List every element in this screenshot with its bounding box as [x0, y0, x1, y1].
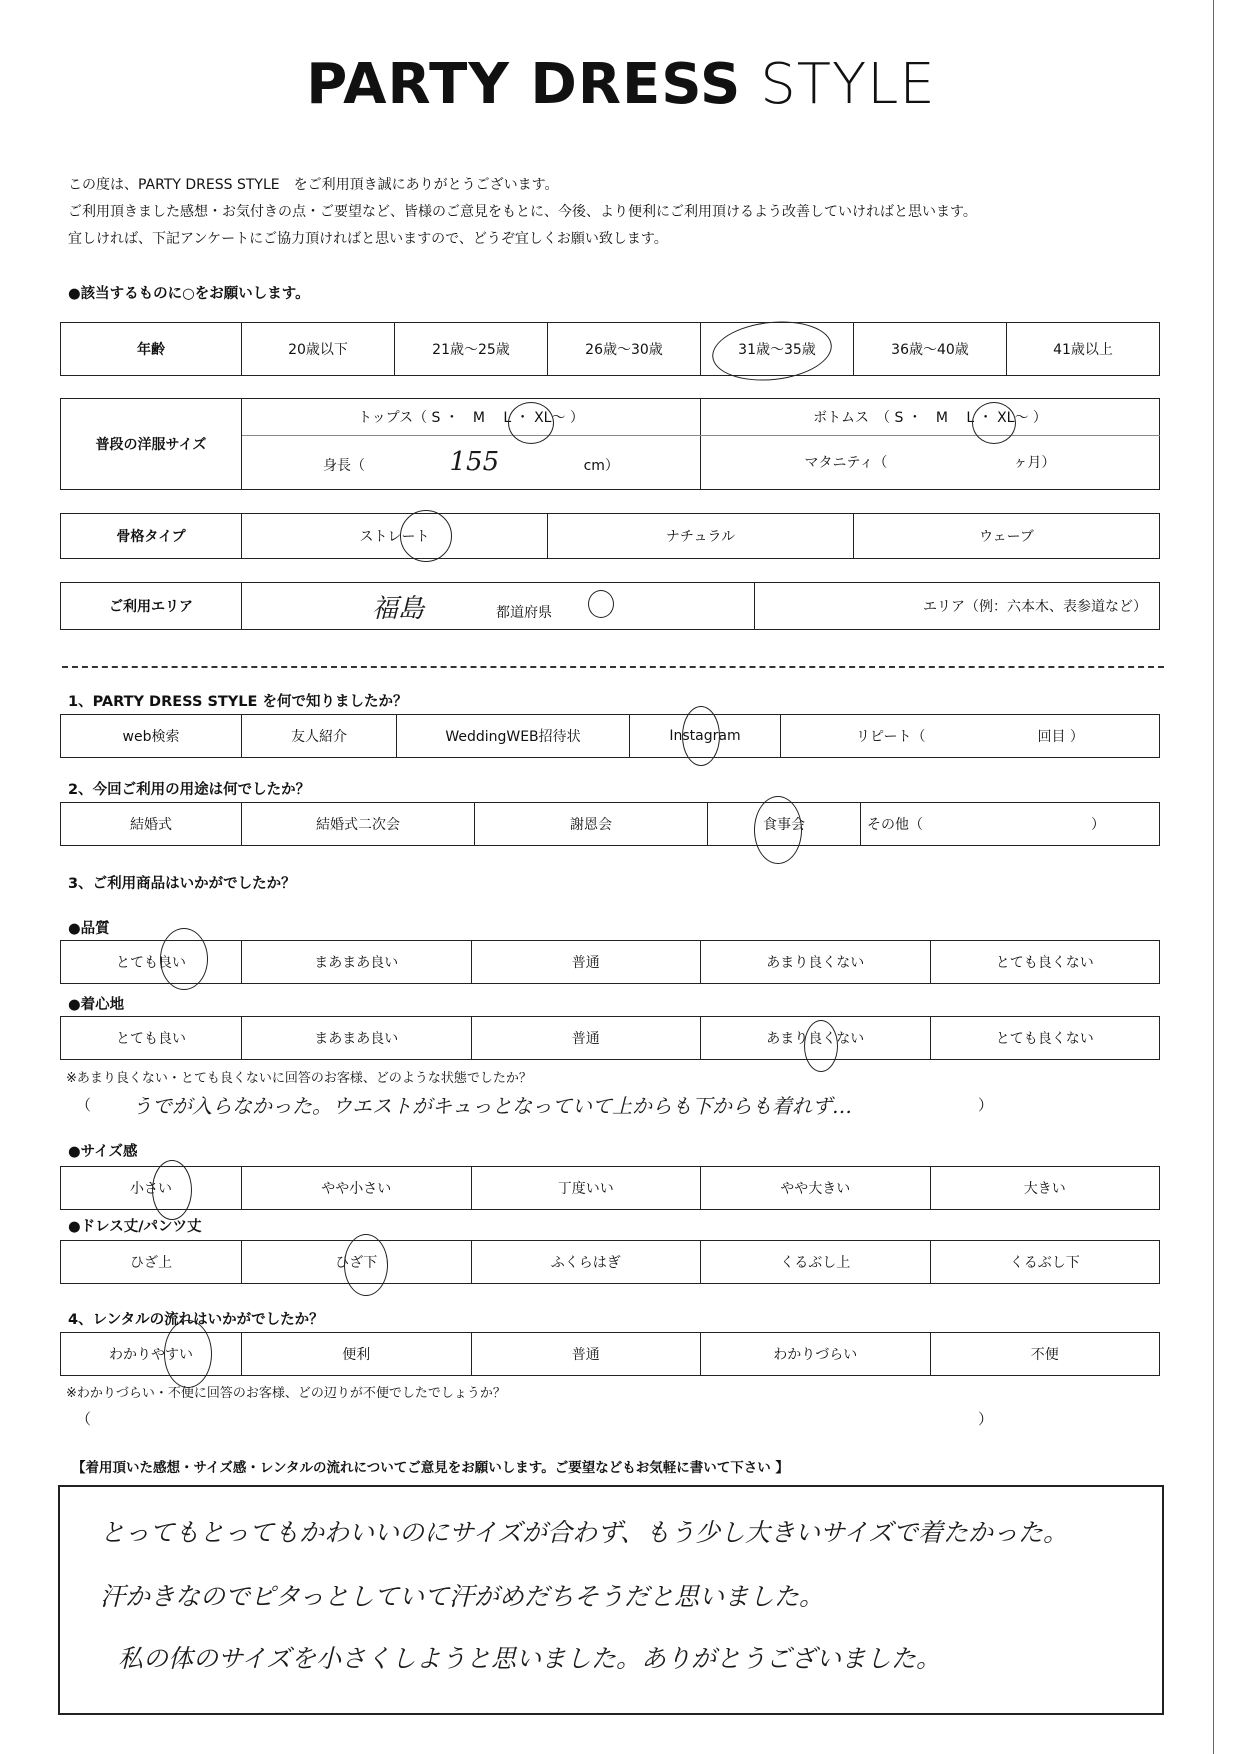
prefecture-value: 福島: [372, 593, 425, 624]
age-label: 年齢: [61, 323, 242, 376]
q1-title: 1、PARTY DRESS STYLE を何で知りましたか？: [68, 694, 408, 710]
height-value: 155: [449, 447, 500, 478]
q4-option[interactable]: 不便: [930, 1333, 1160, 1376]
section-divider: [62, 666, 1164, 668]
fit-option[interactable]: やや小さい: [242, 1167, 472, 1210]
open-paren: （: [76, 1096, 92, 1114]
quality-option[interactable]: 普通: [471, 941, 701, 984]
selection-circle-bottoms: [972, 402, 1016, 444]
q1-option[interactable]: WeddingWEB招待状: [397, 715, 630, 758]
area-hint[interactable]: エリア（例：六本木、表参道など）: [755, 583, 1160, 630]
fit-table: [60, 1166, 1160, 1210]
q2-option[interactable]: 結婚式二次会: [242, 803, 475, 846]
profile-heading: ●該当するものに○をお願いします。: [68, 286, 310, 302]
feedback-line: 汗かきなのでピタっとしていて汗がめだちそうだと思いました。: [100, 1582, 825, 1611]
comfort-answer: うでが入らなかった。ウエストがキュっとなっていて上からも下からも着れず…: [132, 1094, 852, 1118]
quality-option[interactable]: とても良い: [61, 941, 242, 984]
comfort-label: ●着心地: [68, 997, 125, 1013]
selection-circle-q1: [682, 706, 720, 766]
length-option[interactable]: ひざ下: [242, 1241, 472, 1284]
comfort-note: ※あまり良くない・とても良くないに回答のお客様、どのような状態でしたか？: [66, 1071, 532, 1086]
comfort-option[interactable]: あまり良くない: [701, 1017, 931, 1060]
intro-text: [68, 172, 977, 253]
fit-option[interactable]: 大きい: [930, 1167, 1160, 1210]
area-label: ご利用エリア: [61, 583, 242, 630]
frame-table: [60, 513, 1160, 559]
age-table: [60, 322, 1160, 376]
quality-table: [60, 940, 1160, 984]
selection-circle-prefecture: [588, 590, 614, 618]
maternity-field[interactable]: マタニティ（ ヶ月）: [701, 435, 1160, 489]
age-option[interactable]: 31歳～35歳: [701, 323, 854, 376]
intro-line: この度は、PARTY DRESS STYLE をご利用頂き誠にありがとうございます。: [68, 177, 559, 193]
comfort-option[interactable]: とても良い: [61, 1017, 242, 1060]
length-label: ●ドレス丈/パンツ丈: [68, 1219, 202, 1235]
open-paren: （: [76, 1410, 92, 1428]
fit-option[interactable]: やや大きい: [701, 1167, 931, 1210]
height-suffix: cm）: [583, 458, 619, 475]
feedback-line: とってもとってもかわいいのにサイズが合わず、もう少し大きいサイズで着たかった。: [100, 1518, 1069, 1547]
quality-option[interactable]: とても良くない: [930, 941, 1160, 984]
frame-option[interactable]: ストレート: [242, 514, 548, 559]
q4-option[interactable]: 普通: [471, 1333, 701, 1376]
comfort-table: [60, 1016, 1160, 1060]
selection-circle-comfort: [804, 1020, 838, 1072]
quality-option[interactable]: あまり良くない: [701, 941, 931, 984]
selection-circle-frame: [400, 510, 452, 562]
age-option[interactable]: 26歳～30歳: [548, 323, 701, 376]
age-option[interactable]: 41歳以上: [1007, 323, 1160, 376]
q2-option[interactable]: 結婚式: [61, 803, 242, 846]
frame-option[interactable]: ウェーブ: [854, 514, 1160, 559]
length-option[interactable]: ひざ上: [61, 1241, 242, 1284]
q4-option[interactable]: 便利: [242, 1333, 472, 1376]
feedback-line: 私の体のサイズを小さくしようと思いました。ありがとうございました。: [118, 1644, 942, 1673]
q2-option[interactable]: その他（ ）: [861, 803, 1160, 846]
q2-title: 2、今回ご利用の用途は何でしたか？: [68, 782, 311, 798]
age-option[interactable]: 20歳以下: [242, 323, 395, 376]
feedback-title: 【着用頂いた感想・サイズ感・レンタルの流れについてご意見をお願いします。ご要望などもお気軽に書いて下さい 】: [72, 1460, 789, 1476]
q1-option[interactable]: リピート（ 回目 ）: [781, 715, 1160, 758]
feedback-box[interactable]: [58, 1485, 1164, 1715]
q4-table: [60, 1332, 1160, 1376]
selection-circle-quality: [160, 928, 208, 990]
q1-table: [60, 714, 1160, 758]
q4-option[interactable]: わかりやすい: [61, 1333, 242, 1376]
length-option[interactable]: くるぶし上: [701, 1241, 931, 1284]
prefecture-field[interactable]: [242, 583, 755, 630]
age-option[interactable]: 21歳～25歳: [395, 323, 548, 376]
prefecture-suffix: 都道府県: [496, 604, 553, 621]
selection-circle-fit: [152, 1160, 192, 1220]
quality-label: ●品質: [68, 921, 110, 937]
fit-label: ●サイズ感: [68, 1144, 138, 1160]
selection-circle-tops: [508, 402, 554, 444]
q1-option[interactable]: Instagram: [630, 715, 781, 758]
q4-note: ※わかりづらい・不便に回答のお客様、どの辺りが不便でしたでしょうか？: [66, 1386, 506, 1401]
frame-label: 骨格タイプ: [61, 514, 242, 559]
tops-size[interactable]: トップス（ S ・ M L ・ XL～ ）: [242, 399, 701, 436]
q2-table: [60, 802, 1160, 846]
q3-title: 3、ご利用商品はいかがでしたか？: [68, 876, 296, 892]
q4-title: 4、レンタルの流れはいかがでしたか？: [68, 1312, 324, 1328]
comfort-option[interactable]: 普通: [471, 1017, 701, 1060]
intro-line: ご利用頂きました感想・お気付きの点・ご要望など、皆様のご意見をもとに、今後、より便利にご利用頂けるよう改善していければと思います。: [68, 204, 977, 220]
q1-option[interactable]: web検索: [61, 715, 242, 758]
fit-option[interactable]: 丁度いい: [471, 1167, 701, 1210]
selection-circle-length: [344, 1234, 388, 1296]
q1-option[interactable]: 友人紹介: [242, 715, 397, 758]
q2-option[interactable]: 食事会: [708, 803, 861, 846]
selection-circle-q4: [164, 1320, 212, 1388]
height-field[interactable]: [242, 435, 701, 489]
fit-option[interactable]: 小さい: [61, 1167, 242, 1210]
quality-option[interactable]: まあまあ良い: [242, 941, 472, 984]
age-option[interactable]: 36歳～40歳: [854, 323, 1007, 376]
intro-line: 宜しければ、下記アンケートにご協力頂ければと思いますので、どうぞ宜しくお願い致します。: [68, 231, 668, 247]
length-option[interactable]: ふくらはぎ: [471, 1241, 701, 1284]
length-table: [60, 1240, 1160, 1284]
scan-edge-line: [1213, 0, 1214, 1754]
brand-logo: PARTY DRESS STYLE: [306, 52, 936, 117]
selection-circle-q2: [754, 796, 802, 864]
length-option[interactable]: くるぶし下: [930, 1241, 1160, 1284]
q4-option[interactable]: わかりづらい: [701, 1333, 931, 1376]
frame-option[interactable]: ナチュラル: [548, 514, 854, 559]
height-prefix: 身長（: [323, 458, 366, 475]
close-paren: ）: [978, 1410, 994, 1428]
close-paren: ）: [978, 1096, 994, 1114]
comfort-option[interactable]: とても良くない: [930, 1017, 1160, 1060]
comfort-option[interactable]: まあまあ良い: [242, 1017, 472, 1060]
size-label: 普段の洋服サイズ: [61, 399, 242, 490]
bottoms-size[interactable]: ボトムス （ S ・ M L ・ XL～ ）: [701, 399, 1160, 436]
q2-option[interactable]: 謝恩会: [475, 803, 708, 846]
